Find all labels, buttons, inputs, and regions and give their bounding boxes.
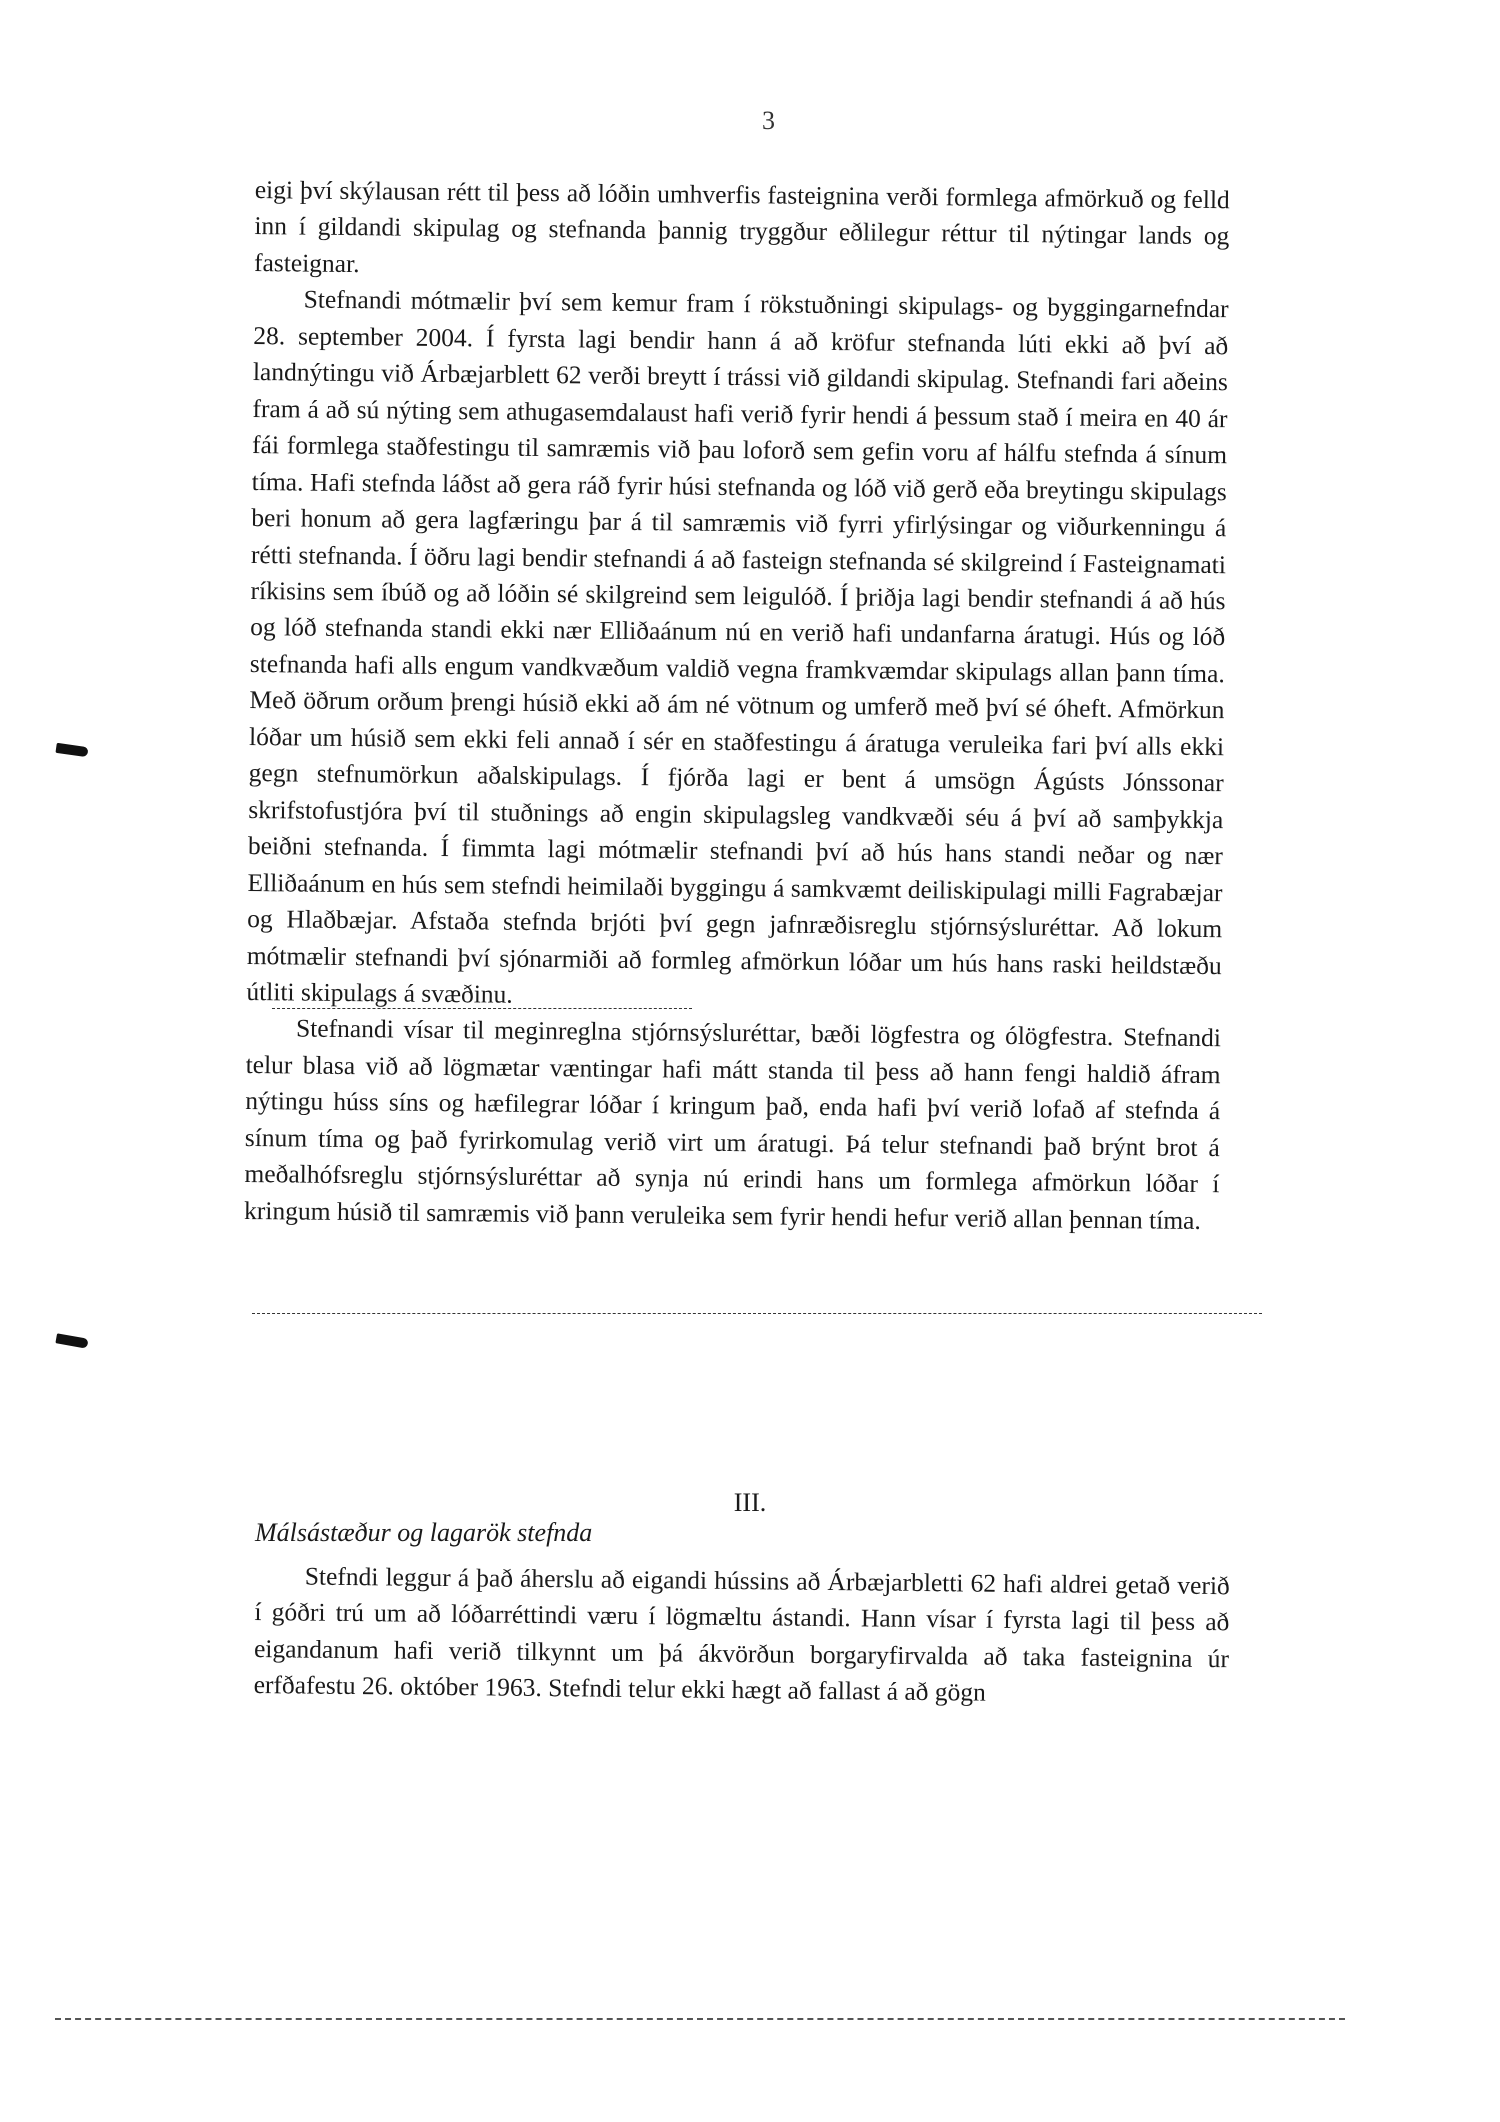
pencil-underline bbox=[272, 1008, 692, 1009]
page-number: 3 bbox=[762, 106, 775, 135]
pencil-underline bbox=[252, 1313, 1262, 1314]
section-body-text bbox=[253, 1558, 1229, 1714]
body-text bbox=[244, 172, 1230, 1239]
section-number: III. bbox=[733, 1488, 767, 1517]
scan-mark bbox=[55, 1333, 88, 1348]
paragraph-2: Stefnandi mótmælir því sem kemur fram í rökstuðningi skipulags- og byggingarnefndar 28. september 2004. Í fyrsta lagi bendir hann á að kröfur stefnanda lúti ekki að því að landnýtingu við Árbæjarblett 62 verði breytt í trássi við gildandi skipulag. Stefnandi fari aðeins fram á að sú nýting sem athugasemdalaust hafi verið fyrir hendi á þessum stað í meira en 40 ár fái formlega staðfestingu til samræmis við þau loforð sem gefin voru af hálfu stefnda á sínum tíma. Hafi stefnda láðst að gera ráð fyrir húsi stefnanda og lóð við gerð eða breytingu skipulags beri honum að gera lagfæringu þar á til samræmis við fyrri yfirlýsingar og viðurkenningu á rétti stefnanda. Í öðru lagi bendir stefnandi á að fasteign stefnanda sé skilgreind í Fasteignamati ríkisins sem íbúð og að lóðin sé skilgreind sem leigulóð. Í þriðja lagi bendir stefnandi á að hús og lóð stefnanda standi ekki nær Elliðaánum nú en verið hafi undanfarna áratugi. Hús og lóð stefnanda hafi alls engum vandkvæðum valdið vegna framkvæmdar skipulags allan þann tíma. Með öðrum orðum þrengi húsið ekki að ám né vötnum og umferð með því sé óheft. Afmörkun lóðar um húsið sem ekki feli annað í sér en staðfestingu á áratuga veruleika fari því alls ekki gegn stefnumörkun aðalskipulags. Í fjórða lagi er bent á umsögn Ágústs Jónssonar skrifstofustjóra því til stuðnings að engin skipulagsleg vandkvæði séu á því að samþykkja beiðni stefnanda. Í fimmta lagi mótmælir stefnandi því að hús hans standi neðar og nær Elliðaánum en hús sem stefndi heimilaði byggingu á samkvæmt deiliskipulagi milli Fagrabæjar og Hlaðbæjar. Afstaða stefnda brjóti því gegn jafnræðisreglu stjórnsýsluréttar. Að lokum mótmælir stefnandi því sjónarmiði að formleg afmörkun lóðar um hús hans raski heildstæðu útliti skipulags á svæðinu. bbox=[246, 284, 1229, 1009]
scan-edge-line bbox=[55, 2018, 1345, 2020]
section-heading: Málsástæður og lagarök stefnda bbox=[255, 1518, 593, 1547]
paragraph-3: Stefnandi vísar til meginreglna stjórnsýsluréttar, bæði lögfestra og ólögfestra. Stefnandi telur blasa við að lögmætar væntingar hafi mátt standa til þess að hann fengi haldið áfram nýtingu húss síns og hæfilegrar lóðar í kringum það, enda hafi því verið lofað af stefnda á sínum tíma og það fyrirkomulag verið virt um áratugi. Þá telur stefnandi það brýnt brot á meðalhófsreglu stjórnsýsluréttar að synja nú erindi hans um formlega afmörkun lóðar í kringum húsið til samræmis við þann veruleika sem fyrir hendi hefur verið allan þennan tíma. bbox=[243, 1013, 1222, 1235]
scan-mark bbox=[55, 743, 88, 757]
section-paragraph-1: Stefndi leggur á það áherslu að eigandi hússins að Árbæjarbletti 62 hafi aldrei getað verið í góðri trú um að lóðarréttindi væru í lögmæltu ástandi. Hann vísar í fyrsta lagi til þess að eigandanum hafi verið tilkynnt um þá ákvörðun borgaryfirvalda að taka fasteignina úr erfðafestu 26. október 1963. Stefndi telur ekki hægt að fallast á að gögn bbox=[253, 1561, 1230, 1708]
paragraph-1: eigi því skýlausan rétt til þess að lóðin umhverfis fasteignina verði formlega afmörkuð og felld inn í gildandi skipulag og stefnanda þannig tryggður eðlilegur réttur til nýtingar lands og fasteignar. bbox=[253, 174, 1230, 279]
